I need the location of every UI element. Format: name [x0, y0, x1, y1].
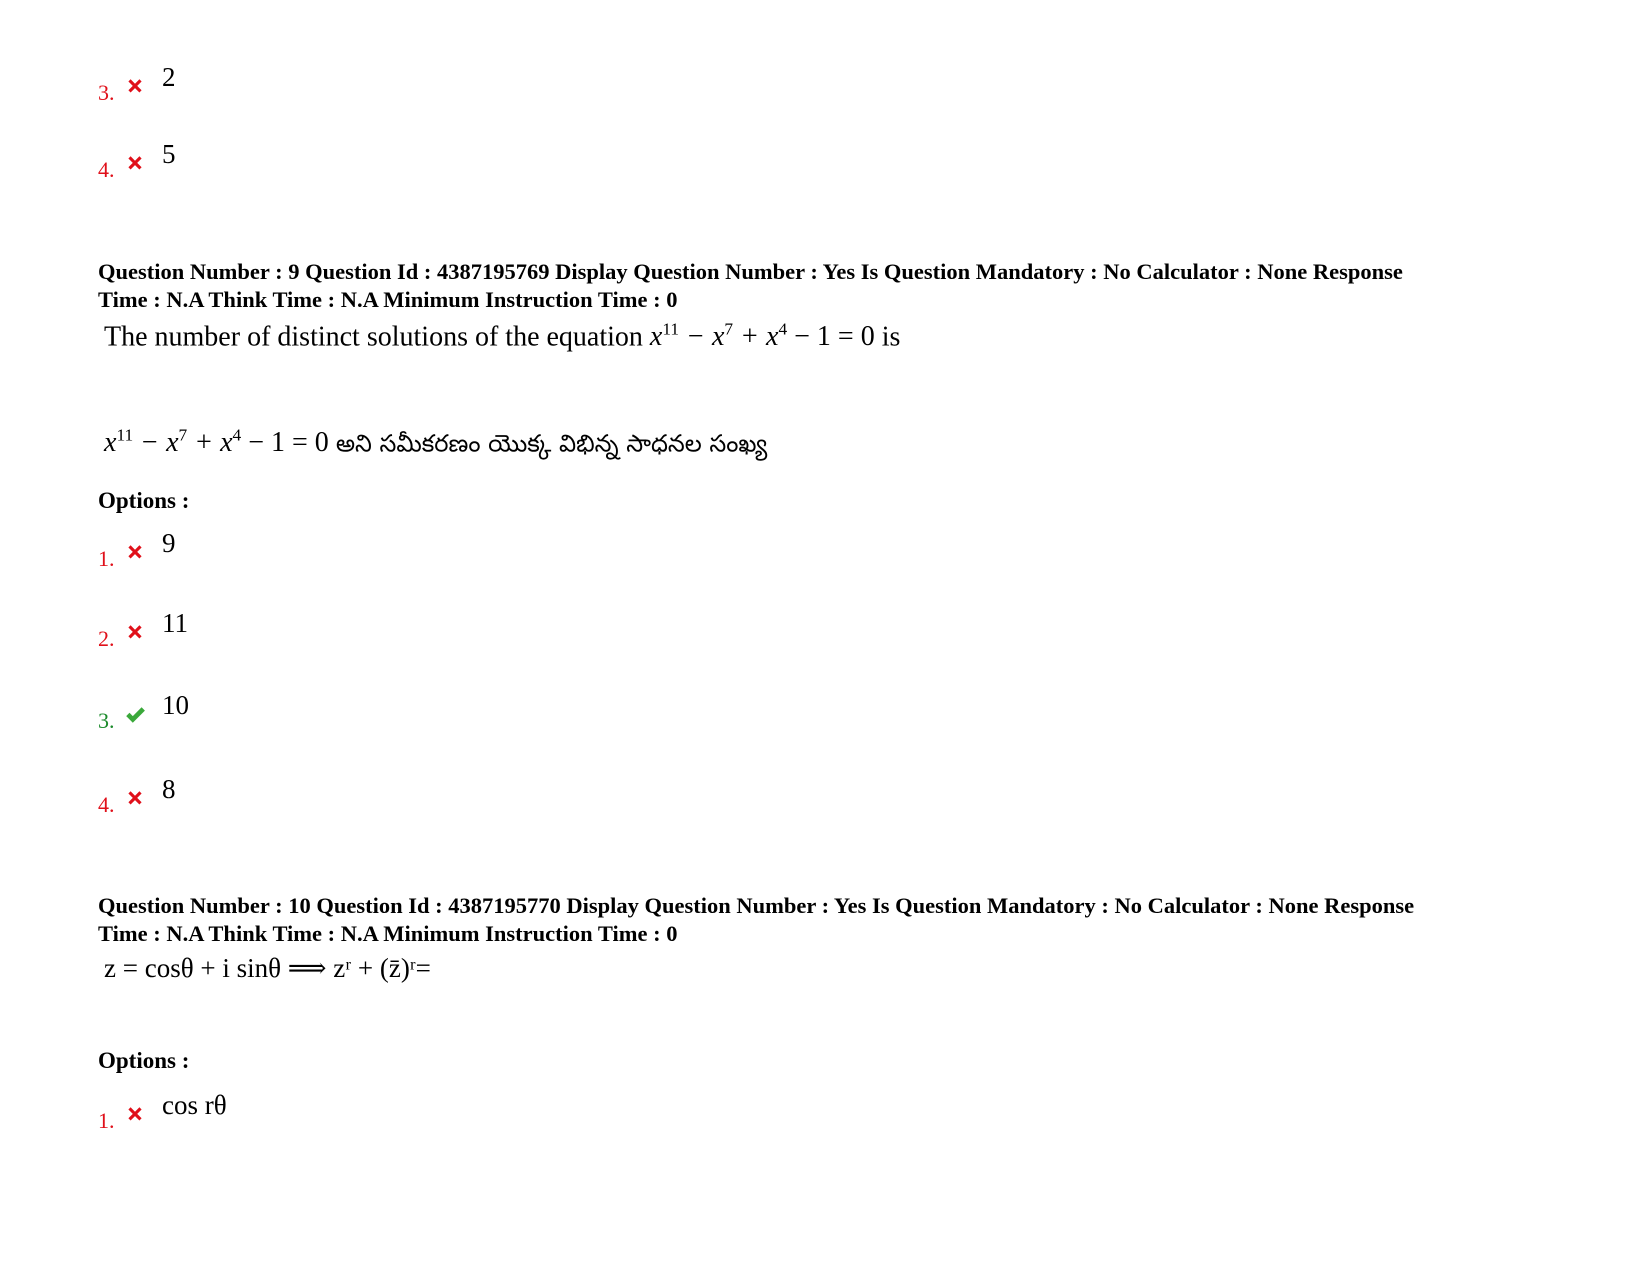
cross-icon	[124, 76, 146, 98]
question-meta-line: Time : N.A Think Time : N.A Minimum Instruction Time : 0	[98, 287, 678, 312]
cross-icon	[124, 788, 146, 810]
question-meta	[98, 258, 1578, 314]
option-number: 1.	[98, 546, 115, 571]
question-meta-line: Question Number : 10 Question Id : 4387195770 Display Question Number : Yes Is Question Mandatory : No Calculator : None Response	[98, 893, 1415, 918]
option-number: 4.	[98, 157, 115, 182]
question-meta-line: Question Number : 9 Question Id : 4387195769 Display Question Number : Yes Is Question Mandatory : No Calculator : None Response	[98, 259, 1403, 284]
option-value: cos rθ	[162, 1090, 227, 1120]
question-meta-line: Time : N.A Think Time : N.A Minimum Instruction Time : 0	[98, 921, 678, 946]
equation: $x^{11} - x^7 + x^4 - 1 = 0$	[649, 320, 875, 353]
option-number: 3.	[98, 708, 115, 733]
question-expression: z = cosθ + i sinθ ⟹ zʳ + (z̄)ʳ=	[104, 953, 431, 983]
question-text-suffix: is	[881, 321, 901, 353]
cross-icon	[124, 153, 146, 175]
options-label: Options :	[98, 488, 190, 513]
equation: $x^{11} - x^7 + x^4 - 1 = 0$	[104, 426, 329, 459]
option-number: 1.	[98, 1108, 115, 1133]
option-value: 8	[162, 774, 176, 804]
cross-icon	[124, 1104, 146, 1126]
options-label: Options :	[98, 1048, 190, 1073]
question-text: The number of distinct solutions of the equation	[104, 321, 643, 353]
cross-icon	[124, 542, 146, 564]
question-text-telugu	[104, 426, 767, 463]
option-value: 10	[162, 690, 189, 720]
question-text-english	[104, 320, 900, 353]
question-text: అని సమీకరణం యొక్క విభిన్న సాధనల సంఖ్య	[335, 429, 768, 458]
option-number: 4.	[98, 792, 115, 817]
option-number: 2.	[98, 626, 115, 651]
cross-icon	[124, 622, 146, 644]
option-value: 9	[162, 528, 176, 558]
option-number: 3.	[98, 80, 115, 105]
check-icon	[124, 704, 146, 726]
option-value: 2	[162, 62, 176, 92]
question-meta	[98, 892, 1578, 948]
option-value: 11	[162, 608, 188, 638]
option-value: 5	[162, 139, 176, 169]
